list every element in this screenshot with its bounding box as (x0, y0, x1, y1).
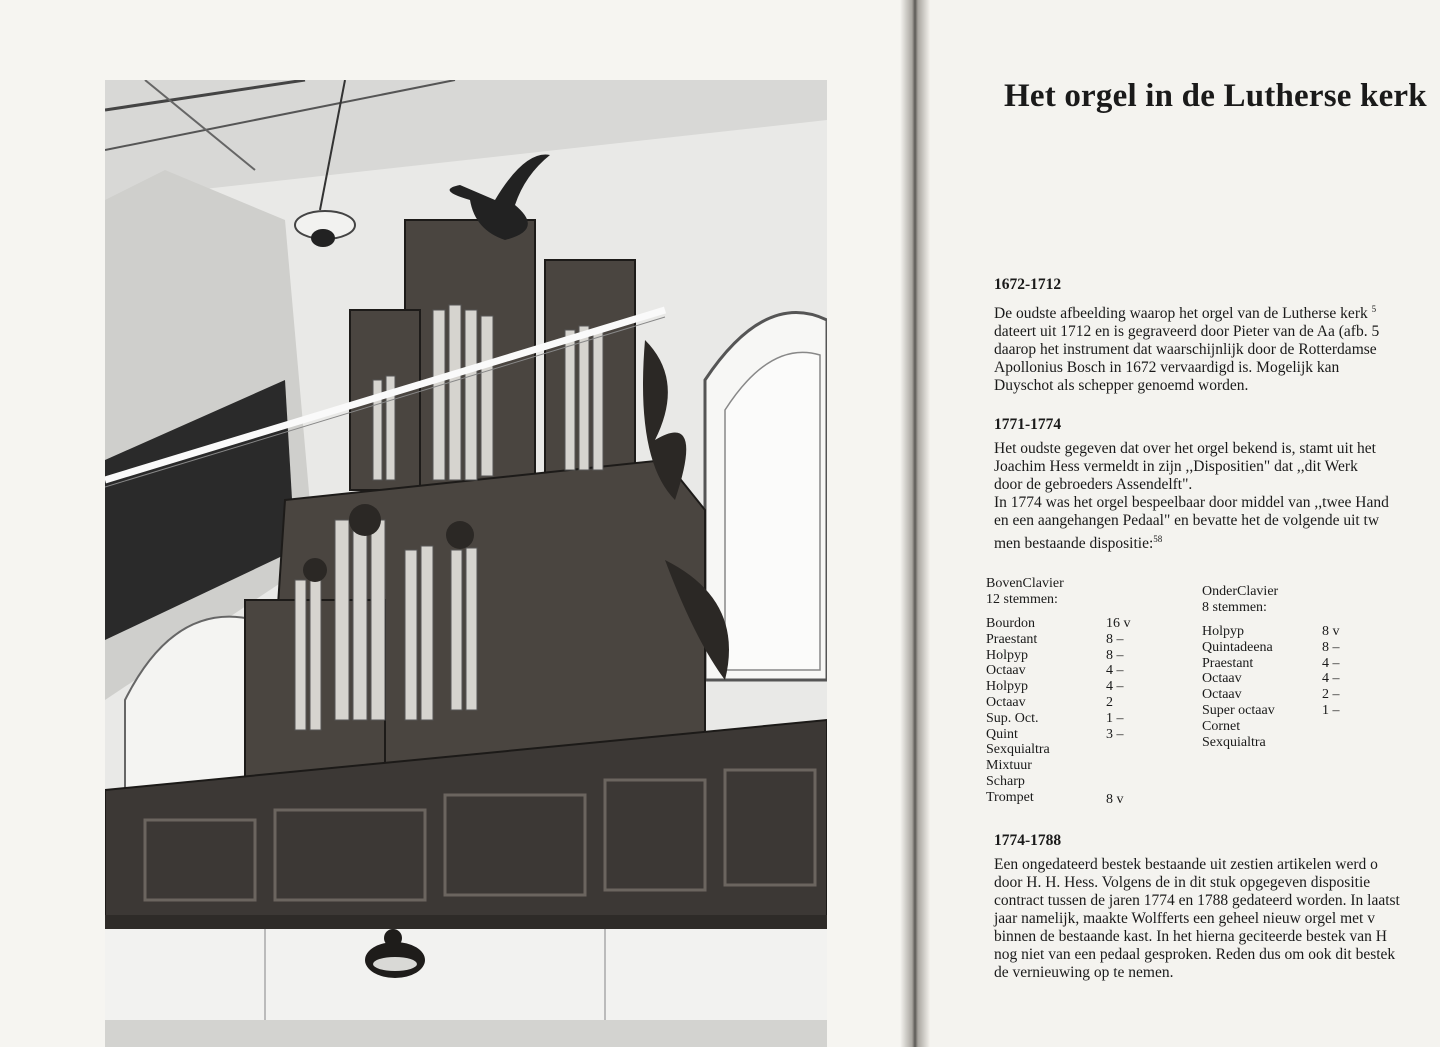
paragraph-line: daarop het instrument dat waarschijnlijk door de Rotterdamse (994, 341, 1377, 359)
paragraph-line: door H. H. Hess. Volgens de in dit stuk opgegeven dispositie (994, 874, 1371, 891)
footnote-marker: 5 (1371, 304, 1377, 314)
book-gutter (900, 0, 930, 1047)
stop-row: Holpyp 4 – (986, 679, 1124, 695)
stop-row: Octaav 4 – (1202, 671, 1340, 687)
paragraph-line: Joachim Hess vermeldt in zijn ,,Dispositien" dat ,,dit Werk (994, 458, 1358, 475)
stop-row: Mixtuur (986, 758, 1032, 774)
paragraph-line: binnen de bestaande kast. In het hierna geciteerde bestek van H (994, 928, 1387, 945)
paragraph-line: Duyschot als schepper genoemd worden. (994, 377, 1249, 395)
section-1771-1774 (994, 416, 1440, 553)
clavier-subtitle: 8 stemmen: (1202, 600, 1267, 615)
stop-row: Sup. Oct. 1 – (986, 710, 1124, 726)
stop-row: Octaav 2 (986, 694, 1113, 710)
stop-row: Holpyp 8 – (986, 647, 1124, 663)
paragraph-line: de vernieuwing op te nemen. (994, 964, 1174, 981)
clavier-title: OnderClavier (1202, 584, 1279, 599)
onder-clavier-disposition (1202, 584, 1382, 750)
section-1774-1788 (994, 832, 1440, 982)
paragraph-line: nog niet van een pedaal gesproken. Reden dus om ook dit bestek (994, 946, 1396, 963)
clavier-title: BovenClavier (986, 576, 1064, 591)
stop-row: Sexquialtra (1202, 734, 1266, 750)
section-heading: 1774-1788 (994, 832, 1062, 849)
paragraph-line: contract tussen de jaren 1774 en 1788 gedateerd worden. In laatst (994, 892, 1400, 909)
right-page (930, 0, 1440, 1047)
paragraph-line: De oudste afbeelding waarop het orgel van de Lutherse kerk $^5$ (994, 304, 1377, 323)
stop-row: Octaav 4 – (986, 663, 1124, 679)
stop-row: Quintadeena 8 – (1202, 639, 1340, 655)
stop-row: Bourdon 16 v (986, 616, 1131, 631)
stop-row: Cornet (1202, 718, 1241, 734)
paragraph-line: jaar namelijk, maakte Wolfferts een geheel nieuw orgel met v (994, 910, 1375, 927)
clavier-subtitle: 12 stemmen: (986, 592, 1058, 607)
page-title: Het orgel in de Lutherse kerk (1004, 78, 1427, 114)
paragraph-line: In 1774 was het orgel bespeelbaar door middel van ,,twee Hand (994, 494, 1389, 511)
stop-row: Octaav 2 – (1202, 687, 1340, 703)
boven-clavier-disposition (986, 576, 1166, 808)
section-heading: 1771-1774 (994, 416, 1062, 433)
stop-row: Quint 3 – (986, 726, 1124, 742)
paragraph-line: door de gebroeders Assendelft". (994, 476, 1193, 493)
stop-row: Sexquialtra (986, 742, 1050, 758)
section-1672-1712 (994, 276, 1440, 395)
paragraph-line: en een aangehangen Pedaal" en bevatte het de volgende uit tw (994, 512, 1380, 529)
paragraph-line: Het oudste gegeven dat over het orgel bekend is, stamt uit het (994, 440, 1376, 457)
section-heading: 1672-1712 (994, 276, 1062, 293)
paragraph-line: Een ongedateerd bestek bestaande uit zestien artikelen werd o (994, 856, 1378, 873)
stop-row: Scharp (986, 773, 1025, 789)
paragraph-line: dateert uit 1712 en is gegraveerd door Pieter van de Aa (afb. 5 (994, 323, 1380, 341)
stop-row: Super octaav 1 – (1202, 702, 1340, 718)
stop-list (986, 616, 1166, 808)
stop-list (1202, 624, 1382, 750)
stop-row: Praestant 4 – (1202, 655, 1340, 671)
footnote-reference: 58 (1153, 534, 1163, 544)
stop-row: Holpyp 8 v (1202, 624, 1340, 639)
organ-photo (105, 80, 827, 1047)
stop-row: Praestant 8 – (986, 631, 1124, 647)
stop-row: Trompet 8 v (986, 789, 1124, 807)
paragraph-line: men bestaande dispositie:$^{58}$ (994, 534, 1163, 553)
paragraph-line: Apollonius Bosch in 1672 vervaardigd is. Mogelijk kan (994, 359, 1340, 377)
